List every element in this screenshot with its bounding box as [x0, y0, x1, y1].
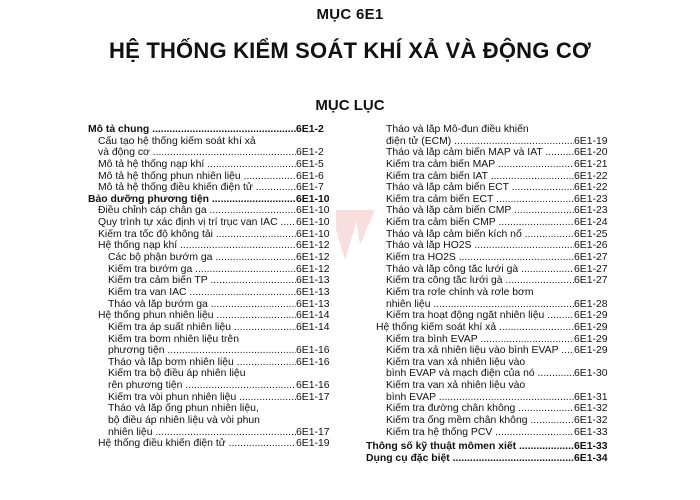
toc-entry: [366, 345, 614, 357]
toc-entry-title: Kiểm tra bộ điều áp nhiên liệu: [108, 368, 246, 380]
toc-entry: [88, 124, 336, 136]
toc-entry-page: 6E1-12: [296, 240, 336, 252]
toc-entry: [366, 264, 614, 276]
toc-entry: [366, 403, 614, 415]
toc-entry: [366, 368, 614, 380]
toc-entry-page: 6E1-30: [574, 368, 614, 380]
toc-entry-page: 6E1-13: [296, 287, 336, 299]
toc-entry-page: 6E1-22: [574, 171, 614, 183]
toc-entry: [366, 275, 614, 287]
toc-entry-title: Kiểm tra cảm biến MAP .....: [366, 159, 574, 171]
toc-entry-title: Kiểm tra bơm nhiên liệu trên: [108, 333, 239, 345]
toc-entry-title: Mô tả hệ thống điều khiển điện tử .....: [88, 182, 296, 194]
toc-entry: [88, 427, 336, 439]
toc-entry: [88, 194, 336, 206]
toc-entry-title: Tháo và lắp bơm nhiên liệu .....: [88, 357, 296, 369]
toc-entry-title: bộ điều áp nhiên liệu và vòi phun: [108, 415, 260, 427]
document-title: HỆ THỐNG KIỂM SOÁT KHÍ XẢ VÀ ĐỘNG CƠ: [109, 38, 591, 63]
toc-entry: [366, 441, 614, 453]
toc-entry-title: Tháo và lắp cảm biến ECT .....: [366, 182, 574, 194]
toc-entry-title: rên phương tiện .....: [88, 380, 296, 392]
toc-entry-page: 6E1-2: [296, 124, 336, 136]
toc-entry-title: Cấu tạo hệ thống kiểm soát khí xả: [98, 135, 256, 147]
toc-entry-title: Thông số kỹ thuật mômen xiết .....: [366, 441, 574, 453]
toc-entry-page: 6E1-23: [574, 205, 614, 217]
toc-entry-title: Kiểm tra cảm biến ECT .....: [366, 194, 574, 206]
toc-entry-page: 6E1-19: [574, 136, 614, 148]
toc-entry-title: Kiểm tra áp suất nhiên liệu .....: [88, 322, 296, 334]
toc-entry: [88, 252, 336, 264]
toc-entry-title: Tháo và lắp Mô-đun điều khiển: [386, 124, 529, 135]
toc-entry-page: 6E1-12: [296, 264, 336, 276]
toc-entry: [366, 124, 614, 136]
toc-entry-page: 6E1-10: [296, 217, 336, 229]
toc-entry-title: Kiểm tra ống mềm chân không .....: [366, 415, 574, 427]
toc-entry: [366, 182, 614, 194]
toc-entry-page: 6E1-10: [296, 194, 336, 206]
toc-entry-title: Kiểm tra tốc độ không tải .....: [88, 229, 296, 241]
toc-entry-title: Kiểm tra cảm biến IAT .....: [366, 171, 574, 183]
toc-entry-title: Kiểm tra van xả nhiên liệu vào: [386, 380, 526, 392]
toc-entry-page: 6E1-23: [574, 194, 614, 206]
toc-entry-title: bình EVAP và mạch điện của nó .....: [366, 368, 574, 380]
toc-entry: [88, 392, 336, 404]
toc-entry: [88, 357, 336, 369]
toc-entry-page: 6E1-34: [574, 453, 614, 465]
toc-entry: [88, 345, 336, 357]
toc-entry-page: 6E1-2: [296, 147, 336, 159]
toc-entry-title: Tháo và lắp HO2S .....: [366, 240, 574, 252]
toc-entry: [88, 403, 336, 415]
toc-entry-page: 6E1-5: [296, 159, 336, 171]
toc-entry: [366, 334, 614, 346]
toc-entry-title: Kiểm tra van xả nhiên liệu vào: [386, 356, 526, 368]
toc-entry: [88, 159, 336, 171]
toc-entry-title: nhiên liệu .....: [366, 299, 574, 311]
toc-entry-title: Dụng cụ đặc biệt .....: [366, 453, 574, 465]
toc-entry: [366, 205, 614, 217]
toc-entry: [366, 310, 614, 322]
toc-entry: [88, 438, 336, 450]
toc-entry-page: 6E1-10: [296, 229, 336, 241]
toc-entry-title: Kiểm tra bướm ga .....: [88, 264, 296, 276]
toc-entry-page: 6E1-24: [574, 217, 614, 229]
toc-entry-title: Các bộ phận bướm ga .....: [88, 252, 296, 264]
toc-entry: [366, 136, 614, 148]
section-code: MỤC 6E1: [316, 6, 384, 23]
toc-entry-page: 6E1-31: [574, 392, 614, 404]
toc-entry-page: 6E1-16: [296, 357, 336, 369]
toc-entry-title: nhiên liệu .....: [88, 427, 296, 439]
toc-entry: [366, 171, 614, 183]
toc-entry-title: Kiểm tra cảm biến TP .....: [88, 275, 296, 287]
toc-entry-title: Tháo và lắp cảm biến MAP và IAT .....: [366, 147, 574, 159]
toc-entry: [366, 194, 614, 206]
toc-entry: [88, 171, 336, 183]
toc-entry-page: 6E1-29: [574, 345, 614, 357]
toc-entry-page: 6E1-32: [574, 415, 614, 427]
toc-entry-page: 6E1-16: [296, 380, 336, 392]
toc-column-right: [366, 124, 614, 465]
toc-entry-title: Kiểm tra cảm biến CMP .....: [366, 217, 574, 229]
toc-entry: [366, 322, 614, 334]
toc-entry-page: 6E1-27: [574, 252, 614, 264]
toc-entry: [88, 322, 336, 334]
toc-entry: [366, 229, 614, 241]
toc-column-left: [88, 124, 336, 450]
toc-entry-title: điện tử (ECM) .....: [366, 136, 574, 148]
toc-entry-page: 6E1-32: [574, 403, 614, 415]
toc-entry: [366, 217, 614, 229]
toc-entry-title: Kiểm tra rơle chính và rơle bơm: [386, 286, 534, 298]
toc-entry-page: 6E1-27: [574, 264, 614, 276]
toc-entry-title: Quy trình tự xác định vị trí trục van IAC .....: [88, 217, 296, 229]
toc-entry-title: Bảo dưỡng phương tiện .....: [88, 194, 296, 206]
toc-entry-page: 6E1-29: [574, 310, 614, 322]
toc-entry-page: 6E1-17: [296, 392, 336, 404]
toc-entry-title: Kiểm tra HO2S .....: [366, 252, 574, 264]
toc-entry: [366, 357, 614, 369]
toc-entry-page: 6E1-17: [296, 427, 336, 439]
toc-entry: [366, 252, 614, 264]
toc-entry: [366, 159, 614, 171]
toc-entry: [366, 427, 614, 439]
toc-entry-page: 6E1-14: [296, 322, 336, 334]
toc-entry-page: 6E1-14: [296, 310, 336, 322]
toc-entry: [366, 380, 614, 392]
toc-entry: [366, 415, 614, 427]
toc-entry: [88, 368, 336, 380]
toc-entry: [88, 299, 336, 311]
toc-entry-page: 6E1-26: [574, 240, 614, 252]
toc-entry: [88, 136, 336, 148]
toc-entry-page: 6E1-29: [574, 334, 614, 346]
toc-entry-page: 6E1-27: [574, 275, 614, 287]
toc-entry-title: Kiểm tra đường chân không .....: [366, 403, 574, 415]
toc-entry-page: 6E1-13: [296, 299, 336, 311]
toc-entry-page: 6E1-7: [296, 182, 336, 194]
toc-entry-title: Tháo và lắp cảm biến kích nổ .....: [366, 229, 574, 241]
toc-entry: [88, 380, 336, 392]
toc-entry: [88, 275, 336, 287]
toc-entry: [88, 310, 336, 322]
toc-entry: [88, 334, 336, 346]
toc-entry-title: và động cơ .....: [88, 147, 296, 159]
toc-entry-title: Điều chỉnh cáp chân ga .....: [88, 205, 296, 217]
toc-entry: [88, 264, 336, 276]
toc-entry: [88, 182, 336, 194]
toc-entry-title: Hệ thống nạp khí .....: [88, 240, 296, 252]
toc-entry: [88, 287, 336, 299]
toc-entry: [366, 392, 614, 404]
toc-entry-page: 6E1-29: [574, 322, 614, 334]
toc-entry-title: Kiểm tra hoạt động ngắt nhiên liệu .....: [366, 310, 574, 322]
toc-entry-page: 6E1-33: [574, 441, 614, 453]
toc-entry: [88, 217, 336, 229]
toc-entry-page: 6E1-20: [574, 147, 614, 159]
toc-entry: [88, 229, 336, 241]
toc-entry-page: 6E1-6: [296, 171, 336, 183]
toc-entry: [88, 240, 336, 252]
toc-entry-title: bình EVAP .....: [366, 392, 574, 404]
toc-entry: [366, 453, 614, 465]
toc-entry: [366, 147, 614, 159]
toc-entry-title: phương tiện .....: [88, 345, 296, 357]
toc-entry: [88, 415, 336, 427]
toc-entry-page: 6E1-10: [296, 205, 336, 217]
toc-entry-title: Mô tả chung .....: [88, 124, 296, 136]
toc-entry-title: Kiểm tra van IAC .....: [88, 287, 296, 299]
toc-entry-title: Mô tả hệ thống nạp khí .....: [88, 159, 296, 171]
toc-entry: [366, 240, 614, 252]
toc-heading: MỤC LỤC: [315, 97, 385, 114]
toc-entry-title: Kiểm tra vòi phun nhiên liệu .....: [88, 392, 296, 404]
toc-entry-title: Kiểm tra xả nhiên liệu vào bình EVAP .....: [366, 345, 574, 357]
toc-entry-page: 6E1-22: [574, 182, 614, 194]
toc-entry-title: Hệ thống kiểm soát khí xả .....: [366, 322, 574, 334]
toc-entry-title: Tháo và lắp công tắc lưới gà .....: [366, 264, 574, 276]
toc-entry-page: 6E1-19: [296, 438, 336, 450]
toc-entry-title: Kiểm tra bình EVAP .....: [366, 334, 574, 346]
toc-entry-page: 6E1-12: [296, 252, 336, 264]
toc-entry-title: Hệ thống phun nhiên liệu .....: [88, 310, 296, 322]
toc-entry-page: 6E1-16: [296, 345, 336, 357]
toc-entry-page: 6E1-33: [574, 427, 614, 439]
toc-entry-title: Kiểm tra công tắc lưới gà .....: [366, 275, 574, 287]
toc-entry-title: Tháo và lắp ống phun nhiên liệu,: [108, 403, 259, 415]
toc-entry: [366, 287, 614, 299]
toc-entry-page: 6E1-25: [574, 229, 614, 241]
toc-entry: [88, 147, 336, 159]
toc-entry-title: Tháo và lắp bướm ga .....: [88, 299, 296, 311]
toc-entry: [366, 299, 614, 311]
toc-entry-page: 6E1-21: [574, 159, 614, 171]
toc-entry-page: 6E1-13: [296, 275, 336, 287]
toc-entry-title: Kiểm tra hệ thống PCV .....: [366, 427, 574, 439]
toc-entry-page: 6E1-28: [574, 299, 614, 311]
toc-entry-title: Hệ thống điều khiển điện tử .....: [88, 438, 296, 450]
toc-entry: [88, 205, 336, 217]
toc-entry-title: Tháo và lắp cảm biến CMP .....: [366, 205, 574, 217]
toc-entry-title: Mô tả hệ thống phun nhiên liệu .....: [88, 171, 296, 183]
